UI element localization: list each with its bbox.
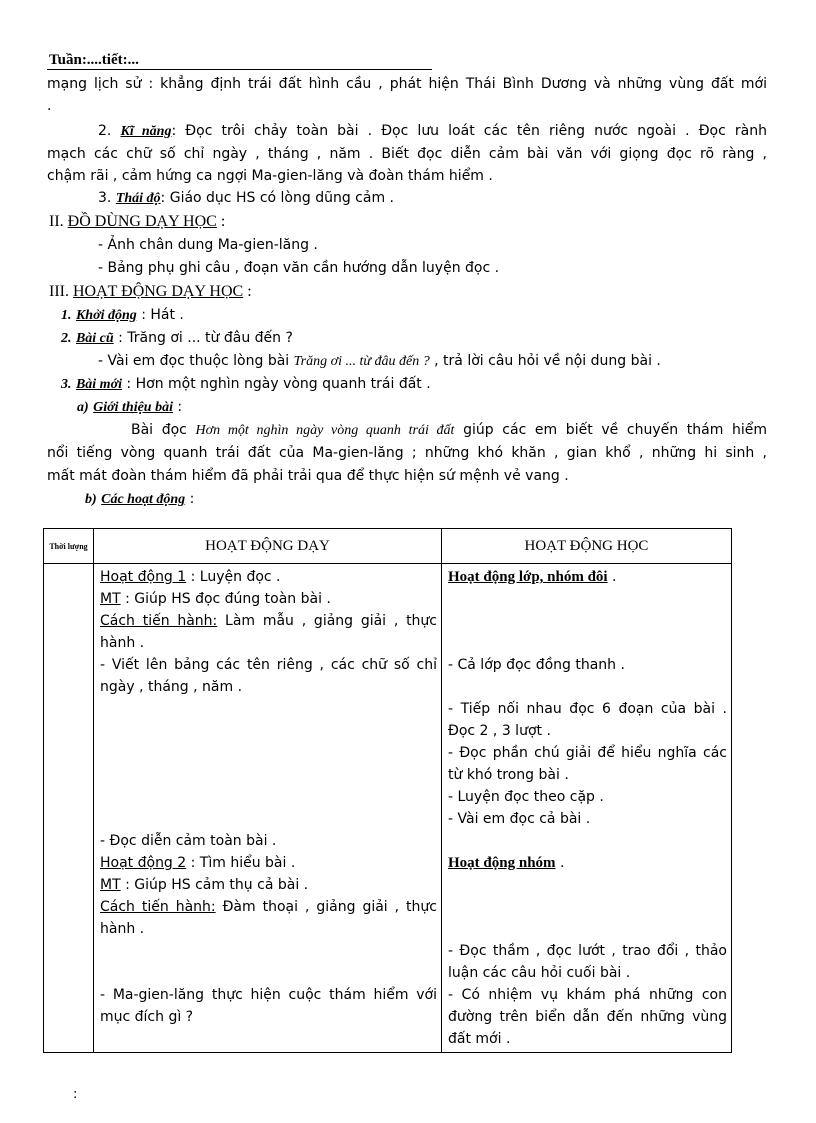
activity-1-goal: MT : Giúp HS đọc đúng toàn bài . xyxy=(100,591,331,607)
column-header-time: Thời lượng xyxy=(44,529,94,564)
attitude-heading: Thái độ xyxy=(115,191,161,206)
step-new-lesson: 3. Bài mới : Hơn một nghìn ngày vòng quanh trái đất . xyxy=(61,376,431,392)
learning-1-pairs: - Luyện đọc theo cặp . xyxy=(448,789,604,805)
activity-1-title: Hoạt động 1 : Luyện đọc . xyxy=(100,569,281,585)
intro-paragraph-line-2: nổi tiếng vòng quanh trái đất của Ma-gien-lăng ; những khó khăn , gian khổ , những hi sinh , xyxy=(47,445,767,461)
footer-colon: : xyxy=(73,1087,78,1102)
material-item-1: - Ảnh chân dung Ma-gien-lăng . xyxy=(98,237,318,253)
column-header-teaching: HOẠT ĐỘNG DẠY xyxy=(94,529,442,564)
step-review: 2. Bài cũ : Trăng ơi ... từ đâu đến ? xyxy=(61,330,293,346)
activity-2-method: Cách tiến hành: Đàm thoại , giảng giải , thực hành . xyxy=(100,899,437,937)
attitude-line: 3. Thái độ: Giáo dục HS có lòng dũng cảm . xyxy=(98,190,394,206)
week-lesson-header: Tuần:....tiết:... xyxy=(49,52,139,68)
section-2-heading: II. ĐỒ DÙNG DẠY HỌC : xyxy=(49,213,226,230)
objective-continuation: mạng lịch sử : khẳng định trái đất hình cầu , phát hiện Thái Bình Dương và những vùng đất mới xyxy=(47,76,767,92)
column-header-learning: HOẠT ĐỘNG HỌC xyxy=(442,529,732,564)
activity-2-question: - Ma-gien-lăng thực hiện cuộc thám hiểm với mục đích gì ? xyxy=(100,987,437,1025)
skills-line-1: 2. Kĩ năng: Đọc trôi chảy toàn bài . Đọc lưu loát các tên riêng nước ngoài . Đọc rành xyxy=(98,123,767,139)
learning-cell xyxy=(442,564,732,1053)
activity-1-write-names: - Viết lên bảng các tên riêng , các chữ số chỉ ngày , tháng , năm . xyxy=(100,657,437,695)
step-warmup: 1. Khởi động : Hát . xyxy=(61,307,184,323)
continuation-end-dot: . xyxy=(47,98,52,114)
learning-1-chorus: - Cả lớp đọc đồng thanh . xyxy=(448,657,625,673)
activity-1-expressive: - Đọc diễn cảm toàn bài . xyxy=(100,833,277,849)
learning-2-answer: - Có nhiệm vụ khám phá những con đường trên biển dẫn đến những vùng đất mới . xyxy=(448,987,727,1047)
time-cell xyxy=(44,564,94,1053)
lesson-plan-table xyxy=(43,528,732,1053)
learning-2-title: Hoạt động nhóm . xyxy=(448,855,565,871)
intro-subheading: a) Giới thiệu bài : xyxy=(77,399,183,415)
header-underline xyxy=(47,69,432,70)
learning-1-whole: - Vài em đọc cả bài . xyxy=(448,811,591,827)
learning-1-glossary: - Đọc phần chú giải để hiểu nghĩa các từ khó trong bài . xyxy=(448,745,727,783)
teaching-cell xyxy=(94,564,442,1053)
material-item-2: - Bảng phụ ghi câu , đoạn văn cần hướng dẫn luyện đọc . xyxy=(98,260,500,276)
activity-2-title: Hoạt động 2 : Tìm hiểu bài . xyxy=(100,855,296,871)
section-3-heading: III. HOẠT ĐỘNG DẠY HỌC : xyxy=(49,283,252,300)
learning-1-title: Hoạt động lớp, nhóm đôi . xyxy=(448,569,617,585)
learning-2-discuss: - Đọc thầm , đọc lướt , trao đổi , thảo luận các câu hỏi cuối bài . xyxy=(448,943,727,981)
intro-paragraph-line-3: mất mát đoàn thám hiểm đã phải trải qua để thực hiện sứ mệnh vẻ vang . xyxy=(47,468,569,484)
activity-2-goal: MT : Giúp HS cảm thụ cả bài . xyxy=(100,877,309,893)
activities-subheading: b) Các hoạt động : xyxy=(85,491,195,507)
skills-line-2: mạch các chữ số chỉ ngày , tháng , năm . Biết đọc diễn cảm bài văn với giọng đọc rõ ràng , xyxy=(47,146,767,162)
review-detail: - Vài em đọc thuộc lòng bài Trăng ơi ... từ đâu đến ? , trả lời câu hỏi về nội dung bài . xyxy=(98,353,661,369)
skills-heading: Kĩ năng xyxy=(120,124,172,139)
intro-paragraph-line-1: Bài đọc Hơn một nghìn ngày vòng quanh trái đất giúp các em biết về chuyến thám hiểm xyxy=(131,422,767,438)
activity-1-method: Cách tiến hành: Làm mẫu , giảng giải , thực hành . xyxy=(100,613,438,651)
skills-line-3: chậm rãi , cảm hứng ca ngợi Ma-gien-lăng và đoàn thám hiểm . xyxy=(47,168,493,184)
learning-1-continue: - Tiếp nối nhau đọc 6 đoạn của bài . Đọc 2 , 3 lượt . xyxy=(448,701,727,739)
